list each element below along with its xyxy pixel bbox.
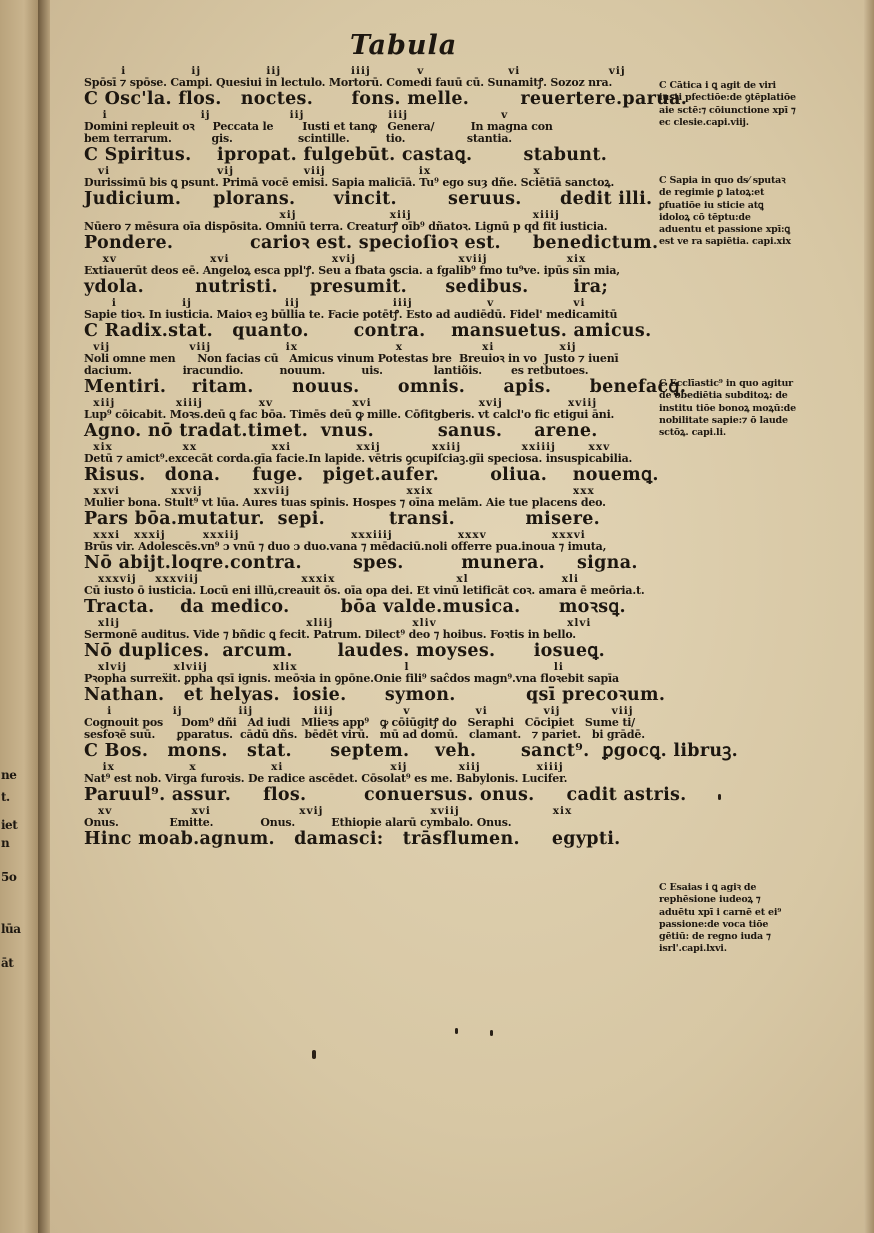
heading-line: Nō duplices. arcum. laudes. moyses. iosueꝗ. xyxy=(84,641,606,661)
page-speck xyxy=(312,1050,316,1059)
prev-page-fragment: n xyxy=(1,836,10,850)
latin-line: Brūs vir. Adolescēs.vn⁹ ɔ vnū ⁊ duo ɔ duo.vana ⁊ mēdaciū.noli offerre pua.inoua ⁊ imuta, xyxy=(84,540,607,553)
heading-line: ydola. nutristi. presumit. sedibus. ira; xyxy=(84,277,609,297)
toc-block xyxy=(84,298,654,342)
chapter-numerals: xv xvi xvij xviij xix xyxy=(84,253,587,265)
prev-page-fragment: lūa xyxy=(1,922,21,936)
chapter-numerals: xix xx xxi xxij xxiij xxiiij xxv xyxy=(84,441,611,453)
heading-line: Pondere. carioꝛ est. specioſioꝛ est. benedictum. xyxy=(84,233,659,253)
chapter-numerals: xv xvi xvij xviij xix xyxy=(84,805,573,817)
chapter-numerals: xij xiij xiiij xyxy=(84,209,560,221)
toc-block xyxy=(84,705,739,762)
latin-line: Sermonē auditus. Vide ⁊ bñdic ꝗ fecit. Patrum. Dilect⁹ deo ⁊ hoibus. Foꝛtis in bello. xyxy=(84,628,576,641)
chapter-numerals: xlvij xlviij xlix l li xyxy=(84,661,564,673)
chapter-numerals: xxvi xxvij xxviij xxix xxx xyxy=(84,485,595,497)
latin-line: Nūero ⁊ mēsura oīa dispōsita. Omniū terra. Creaturꝭ oīb⁹ dñatoꝛ. Lignū p qd fit iusticia. xyxy=(84,220,608,233)
page-speck xyxy=(490,1030,493,1036)
latin-line: Sapie tioꝛ. In iusticia. Maioꝛ eꝫ būllia te. Facie potētꝭ. Esto ad audiēdū. Fidel' medicamitū xyxy=(84,308,618,321)
heading-line: C Osc'la. flos. noctes. fons. melle. reuertere.parua. xyxy=(84,89,688,109)
prev-page-fragment: t. xyxy=(1,790,10,804)
latin-line: sesfoꝛē suū. ꝑparatus. cādū dñs. bēdēt virū. mū ad domū. clamant. ⁊ pariet. bi grādē. xyxy=(84,728,645,741)
toc-block xyxy=(84,341,687,398)
toc-block xyxy=(84,166,654,210)
latin-line: Detū ⁊ amict⁹.excecāt corda.gīa facie.In lapide. vētris ꝯcupiſciaꝫ.gīi speciosa. insuspicabilia. xyxy=(84,452,633,465)
heading-line: Nō abijt.loqre.contra. spes. munera. signa. xyxy=(84,553,638,573)
latin-line: Nat⁹ est nob. Virga furoꝛis. De radice ascēdet. Cōsolat⁹ es me. Babylonis. Lucifer. xyxy=(84,772,568,785)
latin-line: Spōsī ⁊ spōse. Campi. Quesiui in lectulo. Mortorū. Comedi fauū cū. Sunamitꝭ. Sozoz nra. xyxy=(84,76,613,89)
toc-block xyxy=(84,398,654,442)
chapter-numerals: xxxi xxxij xxxiij xxxiiij xxxv xxxvi xyxy=(84,529,586,541)
latin-line: Cū iusto ō iusticia. Locū eni illū,creauit ōs. oīa opa dei. Et vinū letificāt coꝛ. amara ē meōria.t. xyxy=(84,584,645,597)
chapter-numerals: i ij iij iiij v vi xyxy=(84,297,586,309)
book-gutter xyxy=(38,0,50,1233)
heading-line: Agno. nō tradat.timet. vnus. sanus. arene. xyxy=(84,421,598,441)
toc-block xyxy=(84,574,654,618)
latin-line: Lup⁹ cōicabit. Moꝛs.deū ꝗ fac bōa. Timēs deū ꝙ mille. Cōfitgberis. vt calcl'o fic etigui āni. xyxy=(84,408,615,421)
heading-line: C Spiritus. ipropat. fulgebūt. castaꝗ. stabunt. xyxy=(84,145,608,165)
chapter-numerals: vij viij ix x xi xij xyxy=(84,341,577,353)
latin-line: Domini repleuit oꝛ Peccata le Iusti et tanꝙ Genera/ In magna con xyxy=(84,120,553,133)
prev-page-fragment: ne xyxy=(1,768,17,782)
side-note-cantica: C Cātica i ꝗ agit de viri iusti pfectiōe:de ꝯtēplatiōe aie sctē:⁊ cōiunctione xpī ⁊ ec clesie.capi.viij. xyxy=(659,80,796,128)
latin-line: Extiauerūt deos eē. Angeloꝝ esca ppl'ꝭ. Seu a fbata ꝯscia. a fgalib⁹ fmo tu⁹ve. ipūs sīn mia, xyxy=(84,264,620,277)
prev-page-fragment: iet xyxy=(1,818,18,832)
toc-block xyxy=(84,806,654,850)
heading-line: Mentiri. ritam. nouus. omnis. apis. benefacꝗ. xyxy=(84,377,687,397)
chapter-numerals: xiij xiiij xv xvi xvij xviij xyxy=(84,397,598,409)
toc-block xyxy=(84,761,687,806)
side-note-sapientia: C Sapia in quo ds⁄ sputaꝛ de regimie ꝑ latoꝝ:et ꝑfuatiōe iu sticie atꝗ idoloꝝ cō tēptu:de aduentu et passione xpī:ꝗ est ve ra sapiētia. capi.xix xyxy=(659,175,791,248)
side-note-esaias: C Esaias i ꝗ agiꝛ de rephēsione iudeoꝝ ⁊ aduētu xpī i carnē et ei⁹ passione:de voca tiōe gētiū: de regno iuda ⁊ isrl'.capi.lxvi. xyxy=(659,882,782,955)
toc-block xyxy=(84,486,654,530)
heading-line: Paruul⁹. assur. flos. conuersus. onus. cadit astris. xyxy=(84,785,687,805)
chapter-numerals: xlij xliij xliv xlvi xyxy=(84,617,592,629)
toc-block xyxy=(84,110,654,166)
latin-line: bem terrarum. gis. scintille. tio. stantia. xyxy=(84,132,512,145)
latin-line: Durissimū bis ꝗ psunt. Primā vocē emisi. Sapia malicīā. Tu⁹ ego suȝ dñe. Sciētīā sanctoꝝ. xyxy=(84,176,615,189)
heading-line: Risus. dona. fuge. piget.aufer. oliua. nouemꝗ. xyxy=(84,465,659,485)
heading-line: Tracta. da medico. bōa valde.musica. moꝛsꝗ. xyxy=(84,597,626,617)
heading-line: Nathan. et helyas. iosie. symon. qsī precoꝛum. xyxy=(84,685,666,705)
side-note-ecclesiasticus: C Ecclīastic⁹ in quo agitur de obediētia subditoꝝ: de institu tiōe bonoꝝ moꝝū:de nobilitate sapie:⁊ ō laude sctōꝝ. capi.li. xyxy=(659,378,796,439)
latin-line: Onus. Emitte. Onus. Ethiopie alarū cymbalo. Onus. xyxy=(84,816,512,829)
heading-line: C Bos. mons. stat. septem. veh. sanct⁹. ꝑgocꝗ. libruꝫ. xyxy=(84,741,739,761)
latin-line: Noli omne men Non facias cū Amicus vinum Potestas bre Breuioꝛ in vo Justo ⁊ iuenī xyxy=(84,352,619,365)
heading-line: C Radix.stat. quanto. contra. mansuetus. amicus. xyxy=(84,321,652,341)
latin-line: Pꝛopha surreẍit. ꝑpha qsī ignis. meōꝛia in ꝯpōne.Onie fili⁹ saĉdos magn⁹.vna floꝛebit sapīa xyxy=(84,672,619,685)
page-speck xyxy=(718,794,721,800)
chapter-numerals: i ij iij iiij v xyxy=(84,109,509,121)
latin-line: Mulier bona. Stult⁹ vt lūa. Aures tuas spinis. Hospes ⁊ oīna melām. Aie tue placens deo. xyxy=(84,496,606,509)
chapter-numerals: xxxvij xxxviij xxxix xl xli xyxy=(84,573,580,585)
toc-block xyxy=(84,618,654,662)
chapter-numerals: i ij iij iiij v vi vij xyxy=(84,65,626,77)
page-right-edge xyxy=(864,0,874,1233)
heading-line: Pars bōa.mutatur. sepi. transi. misere. xyxy=(84,509,601,529)
latin-line: Cognouit pos Dom⁹ dñi Ad iudi Mlieꝛs app⁹ ꝙ cōiūgitꝭ do Seraphi Cōcipiet Sume ti/ xyxy=(84,716,635,729)
chapter-numerals: i ij iij iiij v vi vij viij xyxy=(84,705,634,717)
prev-page-fragment: 5o xyxy=(1,870,17,884)
page-title: Tabula xyxy=(350,30,458,61)
previous-page-edge xyxy=(0,0,40,1233)
toc-block xyxy=(84,65,688,110)
heading-line: Judicium. plorans. vincit. seruus. dedit illi. xyxy=(84,189,653,209)
toc-block xyxy=(84,254,654,298)
toc-block xyxy=(84,441,659,486)
chapter-numerals: vi vij viij ix x xyxy=(84,165,541,177)
page-speck xyxy=(455,1028,458,1034)
toc-block xyxy=(84,530,654,574)
toc-block xyxy=(84,661,666,706)
heading-line: Hinc moab.agnum. damasci: trāsflumen. egypti. xyxy=(84,829,621,849)
chapter-numerals: ix x xi xij xiij xiiij xyxy=(84,761,564,773)
prev-page-fragment: āt xyxy=(1,956,14,970)
latin-line: dacium. iracundio. nouum. uis. lantiõis. es retbutoes. xyxy=(84,364,589,377)
toc-block xyxy=(84,209,659,254)
